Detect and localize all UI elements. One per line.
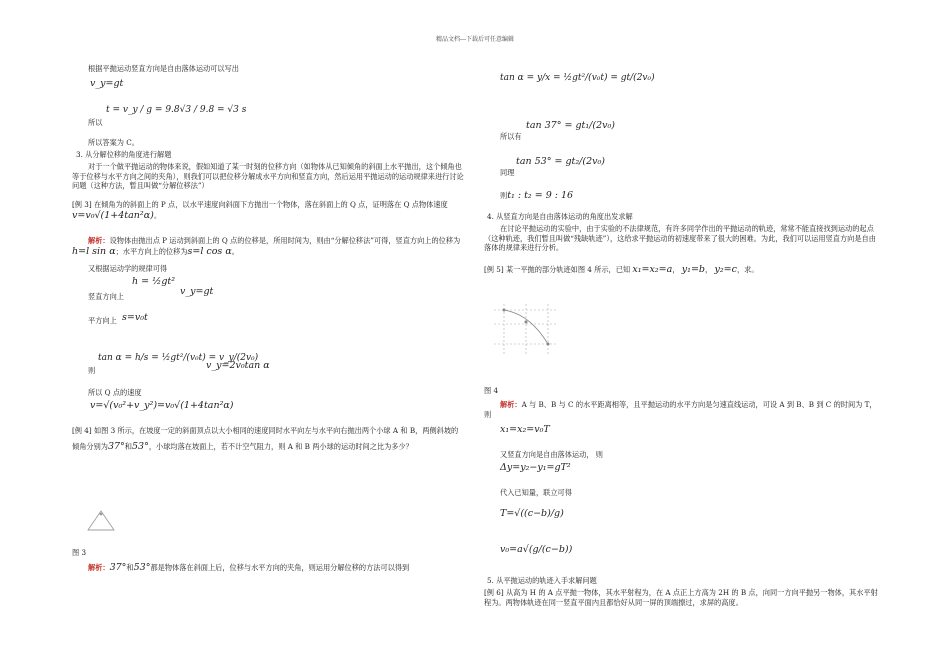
example-5-y1: y₁=b xyxy=(681,264,706,275)
eq-v: v=√(v₀²+v_y²)=v₀√(1+4tan²α) xyxy=(90,400,234,411)
analysis-3-c: 。 xyxy=(231,246,239,256)
eq-vy-2: v_y=gt xyxy=(180,286,214,297)
answer-c: 所以答案为 C。 xyxy=(88,138,139,147)
example-4 xyxy=(72,424,464,456)
figure-4-trajectory xyxy=(490,302,562,358)
vertical-label: 竖直方向上 xyxy=(88,292,124,301)
angle-53: 53° xyxy=(132,440,149,452)
q-speed-label: 所以 Q 点的速度 xyxy=(88,388,142,397)
analysis-4-text: 都是物体落在斜面上后，位移与水平方向的夹角，则运用分解位移的方法可以得到 xyxy=(150,563,410,572)
eq-tan53: tan 53° = gt₂/(2v₀) xyxy=(516,156,605,167)
analysis-label: 解析： xyxy=(88,563,110,572)
section-3-paragraph: 对于一个做平抛运动的物体来说，假如知道了某一时刻的位移方向（如物体从已知倾角的斜面上水平抛出，这个倾角也等于位移与水平方向之间的夹角），则我们可以把位移分解成水平方向和竖直方向，然后运用平抛运动的运动规律来进行讨论问题（这种方法，暂且叫做“分解位移法”） xyxy=(72,162,464,191)
eq-vy-3: v_y=2v₀tan α xyxy=(206,360,270,371)
eq-tan37: tan 37° = gt₁/(2v₀) xyxy=(526,120,615,131)
analysis-3-b: ；水平方向上的位移为 xyxy=(115,246,188,256)
analysis-3-h: h=l sin α xyxy=(72,245,116,257)
similarly-label: 同理 xyxy=(500,168,515,177)
example-3-equation: v=v₀√(1+4tan²α) xyxy=(72,209,154,221)
eq-tan-right: tan α = y/x = ½gt²/(v₀t) = gt/(2v₀) xyxy=(500,73,655,83)
eq-dy: Δy=y₂−y₁=gT² xyxy=(500,462,571,473)
intro-line: 根据平抛运动竖直方向是自由落体运动可以写出 xyxy=(88,64,239,73)
section-4-heading: 4. 从竖直方向是自由落体运动的角度出发求解 xyxy=(487,212,633,221)
angle-37: 37° xyxy=(109,562,127,573)
eq-h: h = ½gt² xyxy=(132,276,176,287)
free-fall-line: 又竖直方向是自由落体运动， 则 xyxy=(500,450,603,459)
example-4-rest: ，小球均落在坡面上，若不计空气阻力，则 A 和 B 两小球的运动时间之比为多少？ xyxy=(148,441,413,451)
example-4-text: [例 4] 如图 3 所示，在坡度一定的斜面顶点以大小相同的速度同时水平向左与水平向右抛出两个小球 A 和 B，两侧斜坡的倾角分别为 xyxy=(72,426,459,451)
example-5-end: ，求。 xyxy=(736,265,759,274)
page-header: 精品文档---下载后可任意编辑 xyxy=(435,36,515,43)
analysis-5-text: A 与 B、B 与 C 的水平距离相等，且平抛运动的水平方向是匀速直线运动，可设 A 到 B、B 到 C 的时间为 T，则 xyxy=(484,400,877,419)
analysis-3-a: 设物体由抛出点 P 运动到斜面上的 Q 点的位移是，所用时间为，则由“分解位移法”可得，竖直方向上的位移为 xyxy=(109,236,461,245)
figure-3-triangle xyxy=(84,508,118,534)
analysis-4 xyxy=(72,562,464,575)
eq-x: x₁=x₂=v₀T xyxy=(500,424,550,435)
eq-tan: tan α = h/s = ½gt²/(v₀t) = v_y/(2v₀) xyxy=(98,353,259,363)
analysis-label: 解析： xyxy=(500,400,522,409)
angle-53: 53° xyxy=(133,562,151,573)
analysis-3-s: s=l cos α xyxy=(187,245,232,257)
example-5-x: x₁=x₂=a xyxy=(632,264,673,275)
figure-3-caption: 图 3 xyxy=(72,548,87,557)
eq-v0: v₀=a√(g/(c−b)) xyxy=(500,544,573,555)
ratio-line xyxy=(500,190,573,203)
section-4-paragraph: 在讨论平抛运动的实验中，由于实验的不法律规范，有许多同学作出的平抛运动的轨迹，常常不能直接找到运动的起点（这种轨迹，我们暂且叫做“残缺轨迹”），这给求平抛运动的初速度带来了很大的困难。为此，我们可以运用竖直方向是自由落体的规律来进行分析。 xyxy=(484,224,876,253)
therefore-label: 所以 xyxy=(88,118,103,127)
analysis-5 xyxy=(484,400,880,419)
section-3-heading: 3. 从分解位移的角度进行解题 xyxy=(76,150,172,159)
time-ratio: t₁ : t₂ = 9 : 16 xyxy=(507,190,574,201)
kinematics-law: 又根据运动学的规律可得 xyxy=(88,264,168,273)
example-3-text: [例 3] 在倾角为的斜面上的 P 点，以水平速度向斜面下方抛出一个物体，落在斜面上的 Q 点，证明落在 Q 点物体速度 xyxy=(72,200,448,209)
analysis-3 xyxy=(72,236,464,259)
section-5-heading: 5. 从平抛运动的轨迹入手求解问题 xyxy=(487,576,597,585)
example-5: [例 5] 某一平抛的部分轨迹如图 4 所示，已知 x₁=x₂=a， y₁=b， y₂=c，求。 xyxy=(484,264,759,275)
example-3 xyxy=(72,200,464,223)
eq-vy: v_y=gt xyxy=(90,78,124,89)
angle-37: 37° xyxy=(107,440,125,452)
analysis-label: 解析： xyxy=(88,236,110,245)
example-5-y2: y₂=c xyxy=(714,264,737,275)
and-word: 和 xyxy=(126,563,134,572)
figure-4-caption: 图 4 xyxy=(484,386,499,395)
eq-T: T=√((c−b)/g) xyxy=(500,508,564,519)
example-3-end: 。 xyxy=(153,210,162,220)
example-6: [例 6] 从高为 H 的 A 点平抛一物体，其水平射程为，在 A 点正上方高为 2H 的 B 点，向同一方向平抛另一物体，其水平射程为。两物体轨迹在同一竖直平面内且都恰好从同一屏的顶端擦过，求屏的高度。 xyxy=(484,588,878,607)
eq-s: s=v₀t xyxy=(122,312,148,323)
so-have-label: 所以有 xyxy=(500,132,522,141)
example-5-text: [例 5] 某一平抛的部分轨迹如图 4 所示，已知 xyxy=(484,265,631,274)
and-word: 和 xyxy=(124,441,132,451)
substitute-line: 代入已知量，联立可得 xyxy=(500,488,572,497)
then-label: 则 xyxy=(88,366,96,375)
eq-t: t = v_y / g = 9.8√3 / 9.8 = √3 s xyxy=(106,105,247,115)
then-label: 则 xyxy=(500,191,508,200)
horizontal-label: 平方向上 xyxy=(88,316,117,325)
